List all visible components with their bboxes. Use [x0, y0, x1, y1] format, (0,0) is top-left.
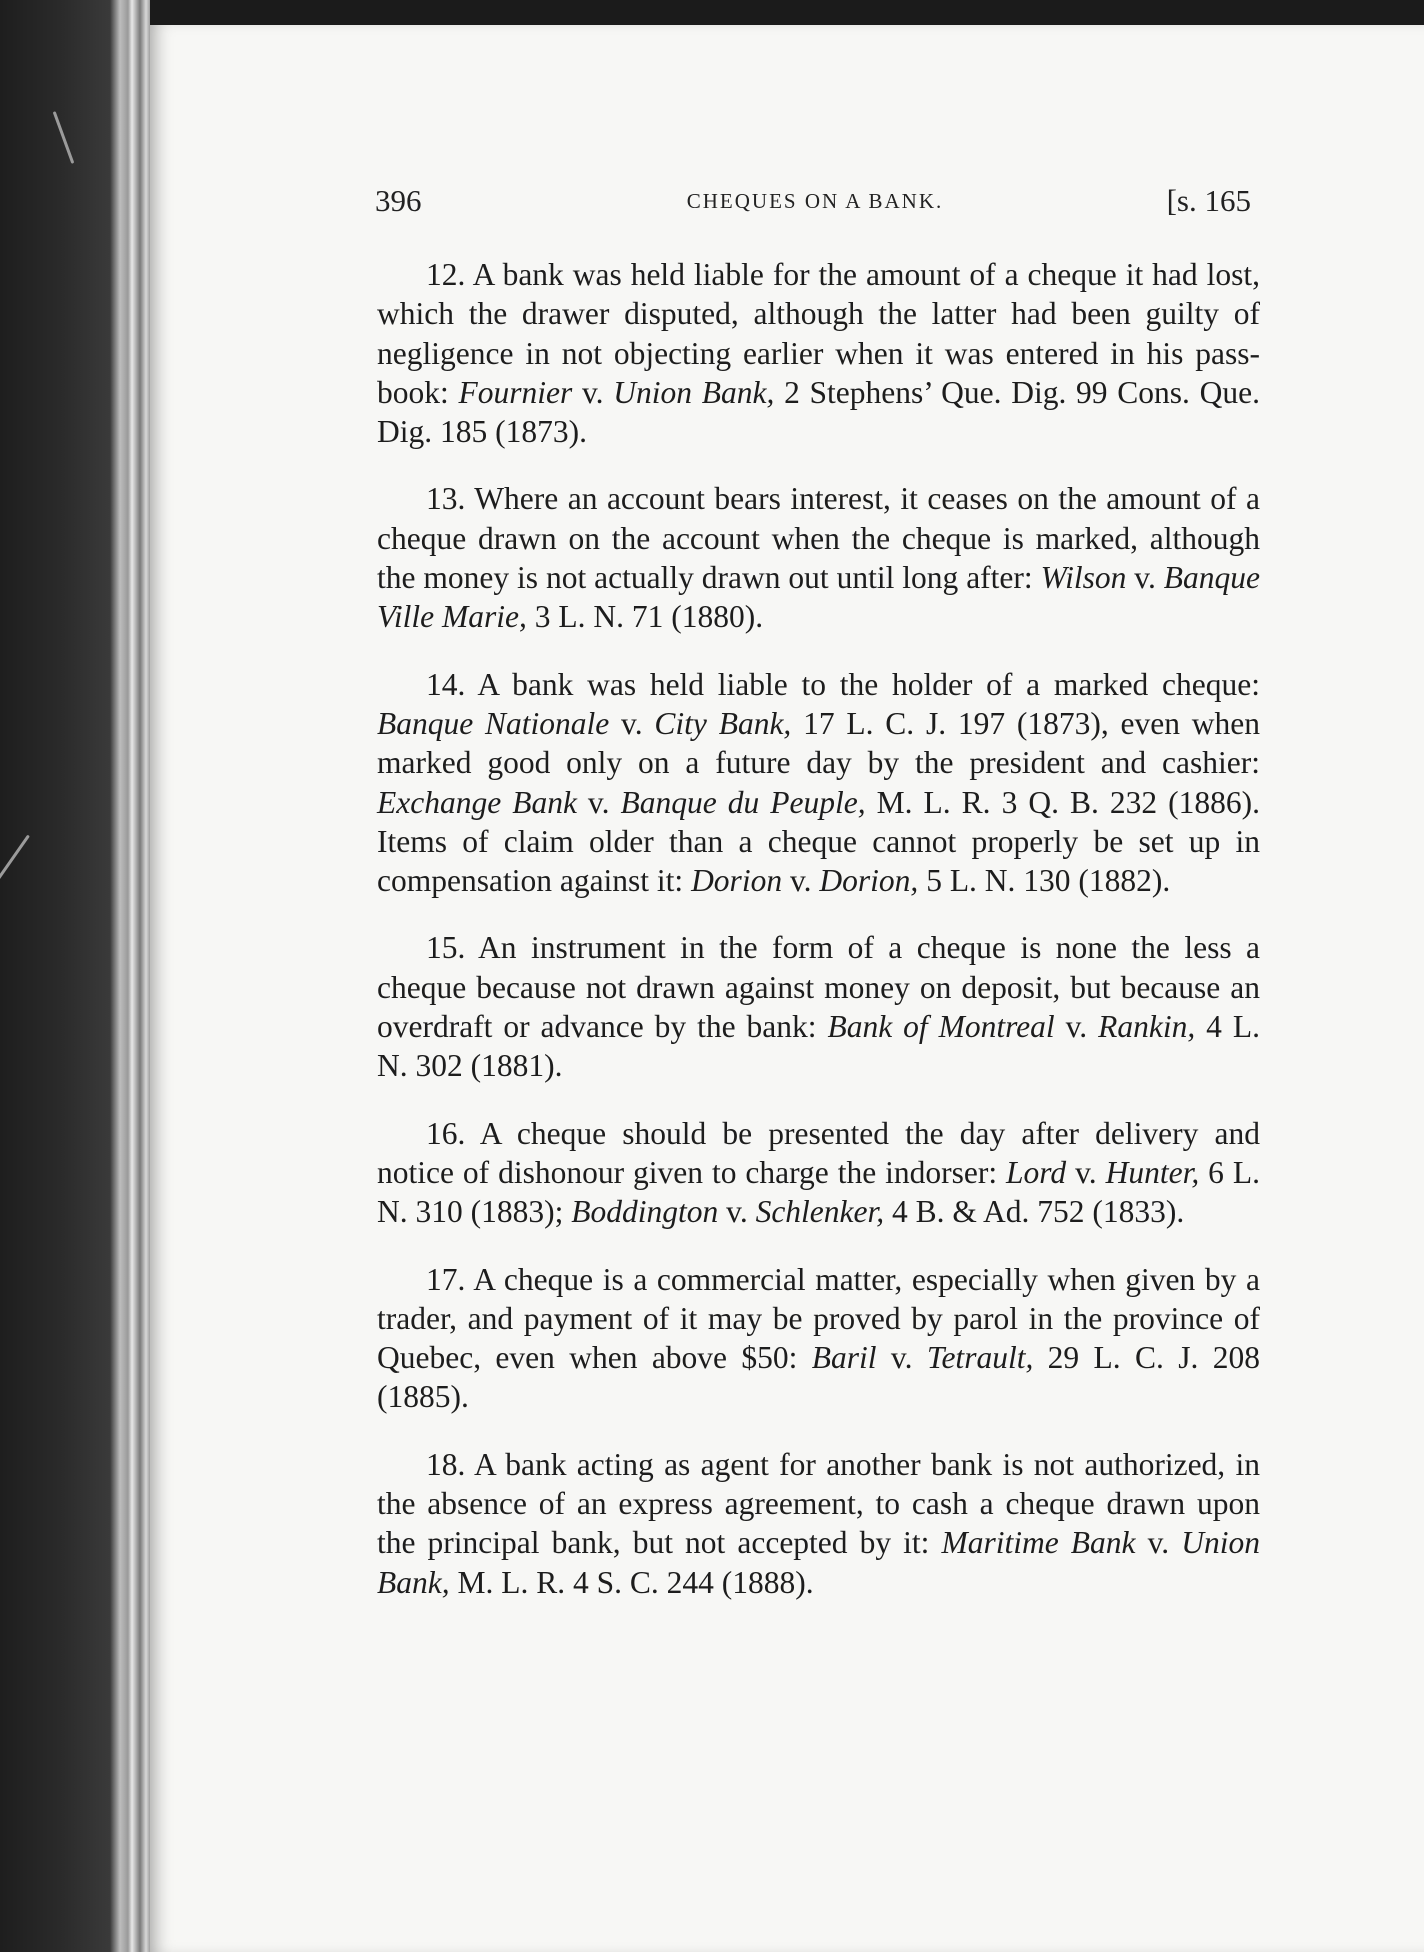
case-name: Tetrault, [926, 1340, 1034, 1376]
paragraph-text: v. [1126, 560, 1164, 596]
book-spine-edge [0, 0, 150, 1952]
paragraph-text: v. [572, 374, 614, 410]
paragraph [377, 665, 1260, 901]
paragraph-text: v. [576, 784, 621, 820]
case-name: Dorion, [819, 863, 919, 899]
paragraph-text: v. [782, 863, 820, 899]
case-name: Banque Ville Marie, [377, 560, 1260, 635]
paragraph-text: 5 L. N. 130 (1882). [918, 863, 1171, 899]
case-name: Union Bank, [377, 1525, 1260, 1600]
paragraph [377, 255, 1260, 451]
paragraph [377, 928, 1260, 1085]
body-text [377, 255, 1260, 1630]
case-name: Dorion [691, 863, 783, 899]
paragraph-text: M. L. R. 4 S. C. 244 (1888). [449, 1564, 814, 1600]
paragraph-text: 14. A bank was held liable to the holder of a marked cheque: [426, 666, 1260, 702]
paragraph-text: 13. Where an account bears interest, it ceases on the amount of a cheque drawn on the account when the cheque is marked, although the money is not actually drawn out until long after: [377, 481, 1260, 596]
paragraph-text: M. L. R. 3 Q. B. 232 (1886). Items of claim older than a cheque cannot properly be set up in compensation against it: [377, 784, 1260, 899]
case-name: Boddington [571, 1194, 719, 1230]
paragraph-text: 15. An instrument in the form of a cheque is none the less a cheque because not drawn against money on deposit, but because an overdraft or advance by the bank: [377, 930, 1260, 1045]
paragraph-text: 12. A bank was held liable for the amount of a cheque it had lost, which the drawer disputed, although the latter had been guilty of negligence in not objecting earlier when it was entered in his pass-book: [377, 257, 1260, 410]
paragraph-text: v. [718, 1194, 756, 1230]
case-name: Wilson [1040, 560, 1127, 596]
paragraph [377, 479, 1260, 636]
paragraph [377, 1445, 1260, 1602]
paragraph-text: v. [1066, 1154, 1106, 1190]
case-name: Banque du Peuple, [620, 784, 866, 820]
paragraph-text: v. [1054, 1009, 1099, 1045]
running-title: CHEQUES ON A BANK. [686, 189, 944, 213]
paragraph-text: 4 L. N. 302 (1881). [377, 1009, 1260, 1084]
paragraph-text: 4 B. & Ad. 752 (1833). [884, 1194, 1185, 1230]
running-header [375, 183, 1255, 223]
case-name: Bank of Montreal [827, 1009, 1055, 1045]
paragraph-text: v. [609, 705, 655, 741]
section-reference: [s. 165 [1166, 183, 1251, 218]
paragraph-text: v. [876, 1340, 927, 1376]
paragraph-text: v. [1135, 1525, 1182, 1561]
paragraph-text: 17 L. C. J. 197 (1873), even when marked good only on a future day by the president and cashier: [377, 705, 1261, 781]
page-number: 396 [375, 183, 422, 218]
spine-scratch [53, 111, 75, 164]
case-name: Hunter, [1105, 1154, 1200, 1190]
case-name: Fournier [458, 374, 573, 410]
paragraph-text: 17. A cheque is a commercial matter, especially when given by a trader, and payment of it may be proved by parol in the province of Quebec, even when above $50: [377, 1261, 1260, 1376]
paragraph [377, 1114, 1260, 1232]
case-name: Lord [1006, 1154, 1067, 1190]
paragraph [377, 1260, 1260, 1417]
case-name: City Bank, [654, 705, 792, 741]
case-name: Schlenker, [755, 1194, 885, 1230]
paragraph-text: 18. A bank acting as agent for another bank is not authorized, in the absence of an express agreement, to cash a cheque drawn upon the principal bank, but not accepted by it: [377, 1446, 1260, 1561]
case-name: Exchange Bank [377, 784, 577, 820]
case-name: Rankin, [1098, 1009, 1196, 1045]
paragraph-text: 6 L. N. 310 (1883); [377, 1154, 1260, 1230]
paragraph-text: 29 L. C. J. 208 (1885). [377, 1340, 1260, 1415]
case-name: Union Bank, [613, 374, 775, 410]
paragraph-text: 2 Stephens’ Que. Dig. 99 Cons. Que. Dig. 185 (1873). [377, 374, 1260, 450]
spine-scratch [0, 835, 30, 886]
paragraph-text: 3 L. N. 71 (1880). [526, 599, 764, 635]
case-name: Maritime Bank [941, 1525, 1136, 1561]
scan-top-border [0, 0, 1424, 25]
paragraph-text: 16. A cheque should be presented the day after delivery and notice of dishonour given to charge the indorser: [377, 1115, 1260, 1190]
case-name: Banque Nationale [377, 705, 610, 741]
case-name: Baril [811, 1340, 877, 1376]
